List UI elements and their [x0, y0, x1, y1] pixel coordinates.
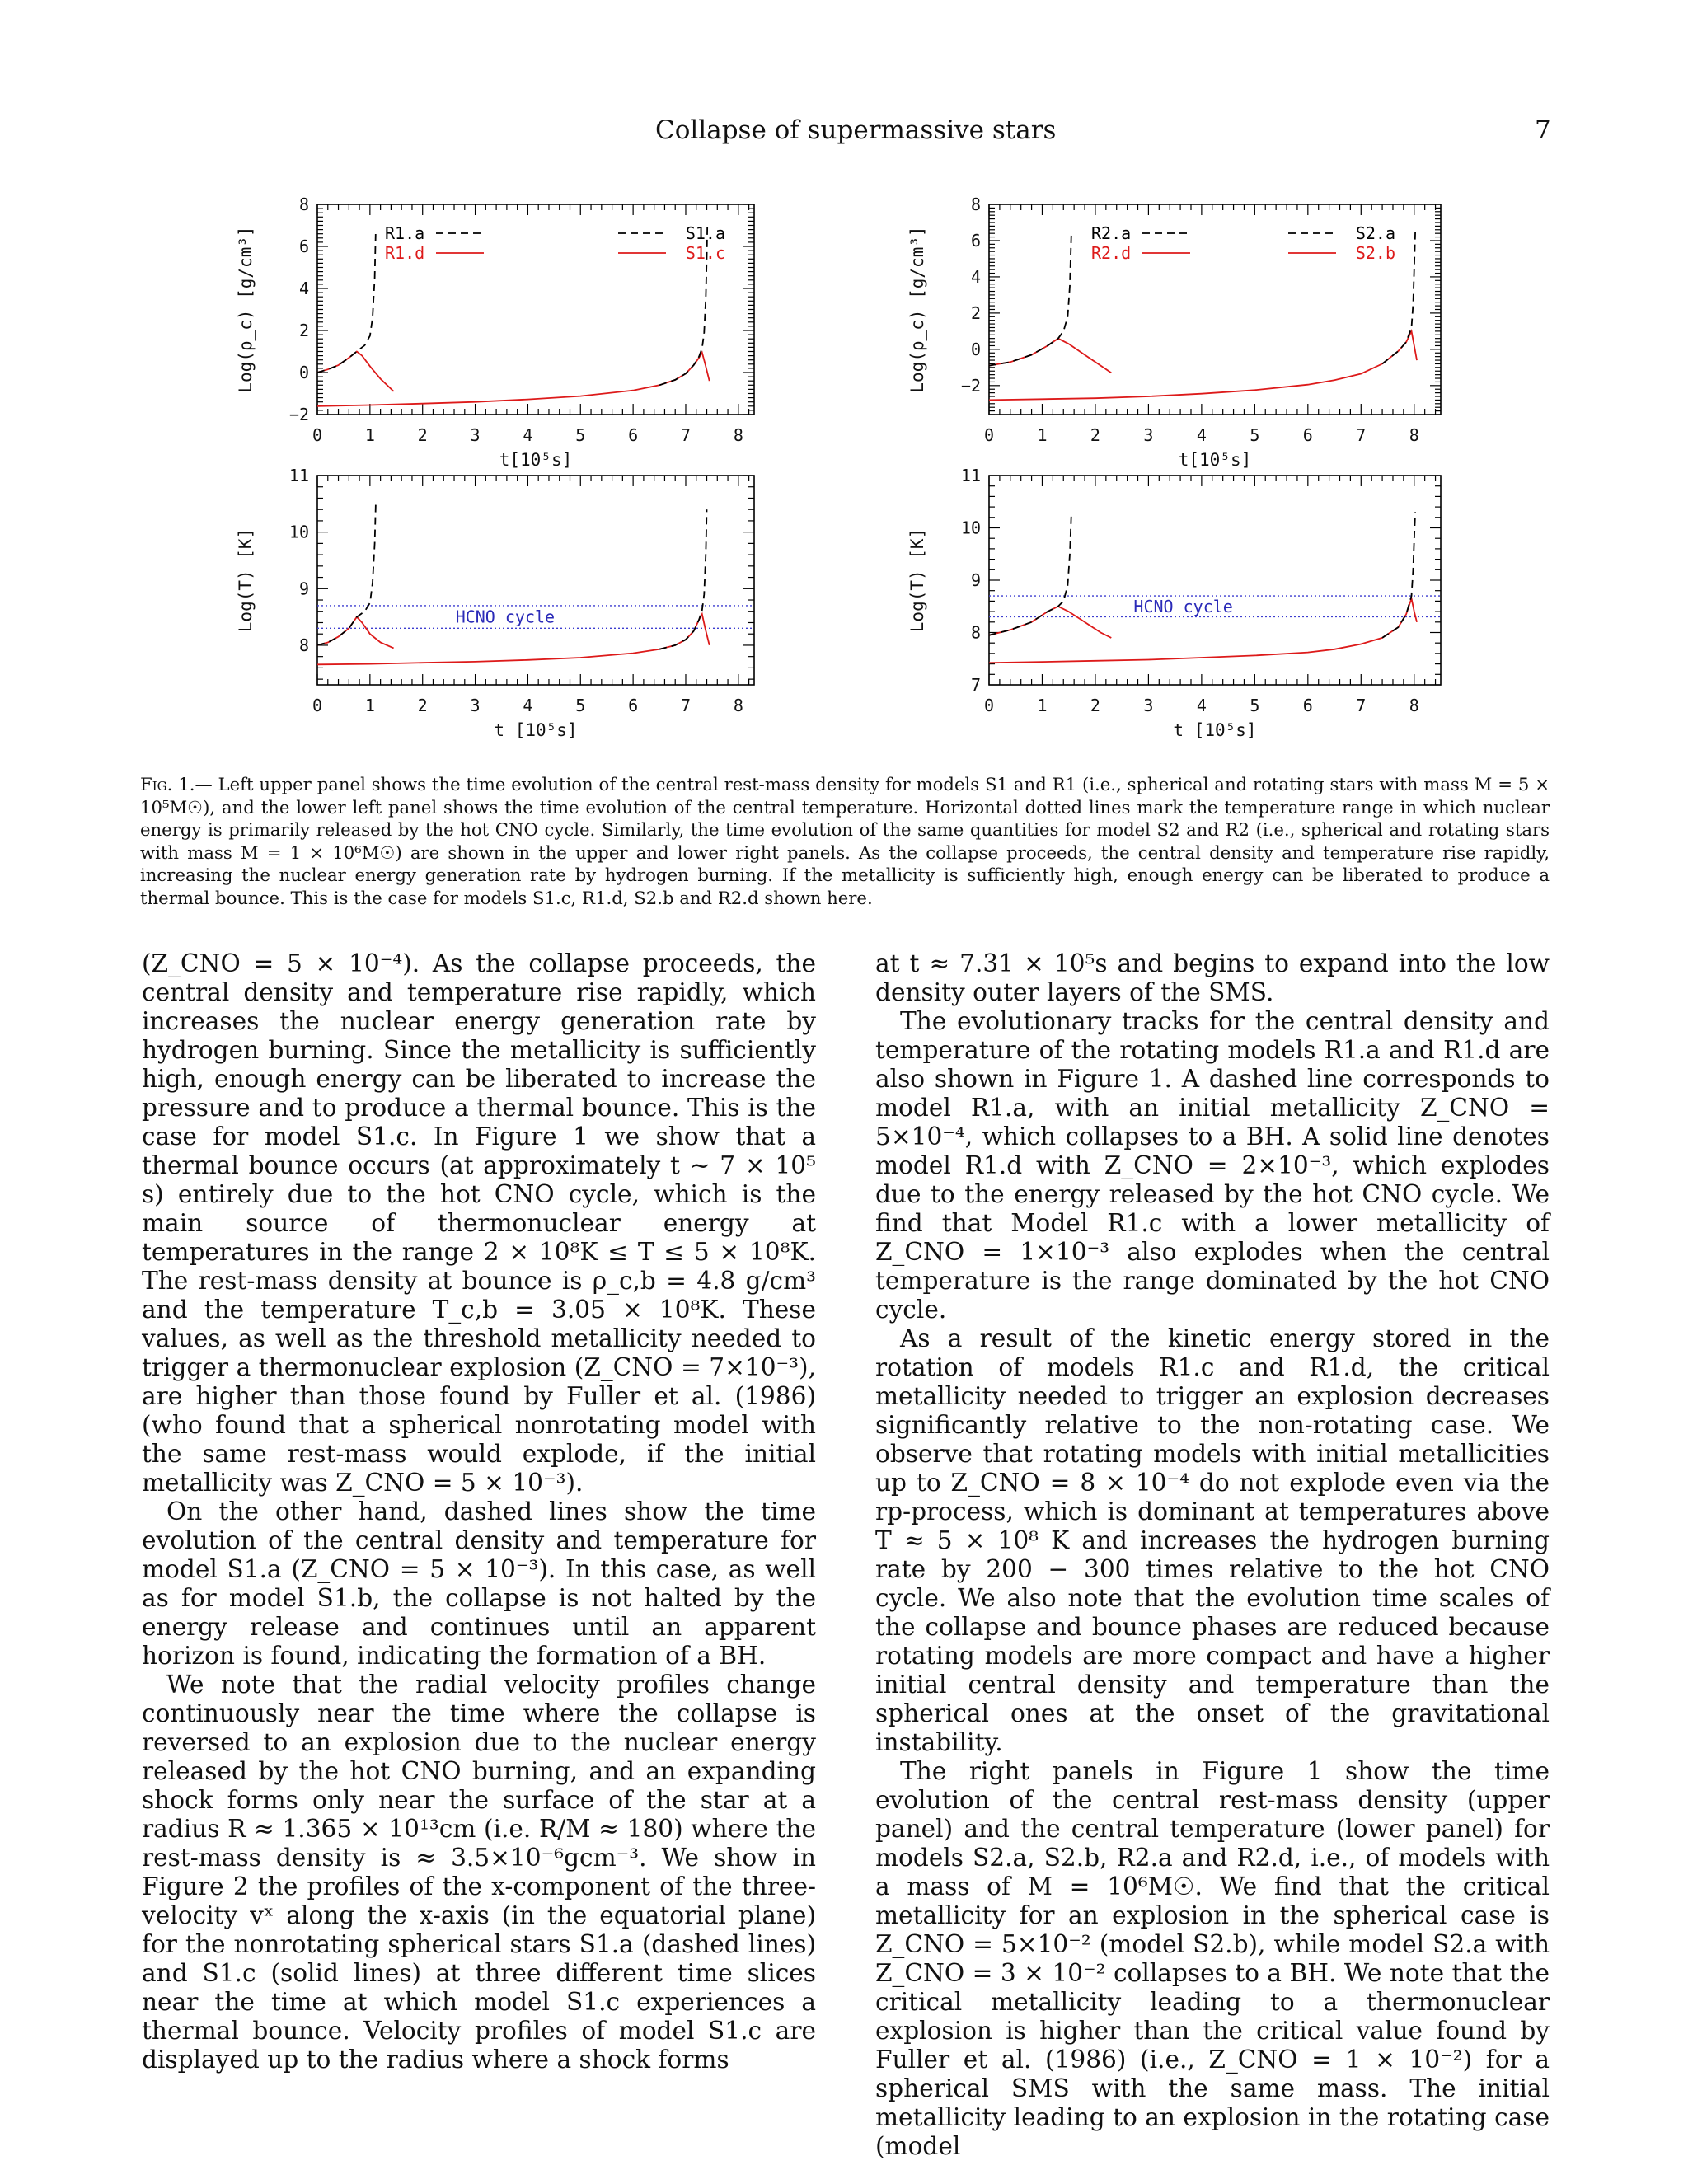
x-axis-label: t[10⁵s]	[499, 450, 573, 470]
y-tick-label: 0	[970, 339, 981, 359]
x-tick-label: 1	[364, 696, 375, 715]
y-axis-label: Log(T) [K]	[907, 527, 927, 633]
x-tick-label: 5	[1250, 425, 1260, 445]
y-axis-label: Log(ρ_c) [g/cm³]	[236, 226, 256, 393]
x-tick-label: 0	[983, 696, 995, 715]
legend-label: R2.a	[1091, 223, 1132, 243]
x-tick-label: 2	[1090, 425, 1100, 445]
y-tick-label: 4	[298, 279, 309, 298]
x-tick-label: 6	[1302, 425, 1313, 445]
plot-frame	[989, 476, 1441, 685]
y-tick-label: −2	[960, 375, 981, 396]
chart-right-lower	[0, 0, 1688, 824]
figure-caption	[140, 773, 1550, 909]
y-tick-label: 9	[298, 579, 309, 599]
x-tick-label: 8	[1409, 425, 1419, 445]
y-axis-label: Log(ρ_c) [g/cm³]	[907, 226, 927, 393]
series-r2-d	[989, 607, 1111, 638]
y-tick-label: 6	[970, 230, 981, 251]
y-tick-label: 8	[298, 194, 309, 214]
x-tick-label: 0	[312, 696, 323, 715]
x-tick-label: 3	[470, 696, 481, 715]
paragraph: As a result of the kinetic energy stored in the rotation of models R1.c and R1.d, the critical metallicity needed to trigger an explosion decreases significantly relative to the non-rotating case. We observe that rotating models with initial metallicities up to Z_CNO = 8 × 10⁻⁴ do not explode even via the rp-process, which is dominant at temperatures above T ≈ 5 × 10⁸ K and increases the hydrogen burning rate by 200 − 300 times relative to the hot CNO cycle. We also note that the evolution time scales of the collapse and bounce phases are reduced because rotating models are more compact and have a higher initial central density and temperature than the spherical ones at the onset of the gravitational instability.	[875, 1324, 1550, 1756]
x-tick-label: 6	[1302, 696, 1313, 715]
x-tick-label: 5	[575, 425, 586, 445]
x-axis-label: t [10⁵s]	[1173, 720, 1257, 740]
x-axis-label: t[10⁵s]	[1178, 450, 1252, 470]
paragraph: (Z_CNO = 5 × 10⁻⁴). As the collapse proceeds, the central density and temperature rise rapidly, which increases the nuclear energy generation rate by hydrogen burning. Since the metallicity is sufficiently high, enough energy can be liberated to increase the pressure and to produce a thermal bounce. This is the case for model S1.c. In Figure 1 we show that a thermal bounce occurs (at approximately t ∼ 7 × 10⁵ s) entirely due to the hot CNO cycle, which is the main source of thermonuclear energy at temperatures in the range 2 × 10⁸K ≤ T ≤ 5 × 10⁸K. The rest-mass density at bounce is ρ_c,b = 4.8 g/cm³ and the temperature T_c,b = 3.05 × 10⁸K. These values, as well as the threshold metallicity needed to trigger a thermonuclear explosion (Z_CNO = 7×10⁻³), are higher than those found by Fuller et al. (1986) (who found that a spherical nonrotating model with the same rest-mass would explode, if the initial metallicity was Z_CNO = 5 × 10⁻³).	[142, 949, 816, 1497]
series-s2-a	[1382, 512, 1415, 638]
legend-label: S1.a	[685, 223, 725, 243]
hcno-annotation: HCNO cycle	[1133, 596, 1233, 616]
y-tick-label: 11	[288, 466, 309, 485]
legend-label: R1.a	[385, 223, 425, 243]
x-tick-label: 4	[523, 425, 533, 445]
y-tick-label: −2	[288, 405, 309, 424]
x-tick-label: 1	[364, 425, 375, 445]
legend-label: S2.b	[1355, 243, 1395, 263]
y-tick-label: 7	[970, 675, 981, 695]
body-column-left	[142, 949, 816, 2074]
y-tick-label: 8	[298, 635, 309, 655]
x-tick-label: 4	[523, 696, 533, 715]
x-tick-label: 7	[680, 425, 692, 445]
y-tick-label: 8	[970, 194, 981, 214]
x-tick-label: 4	[1196, 425, 1207, 445]
legend-label: R2.d	[1091, 243, 1132, 263]
y-tick-label: 0	[298, 363, 309, 382]
caption-label: Fig. 1.	[140, 774, 195, 794]
y-tick-label: 2	[298, 321, 309, 340]
y-tick-label: 10	[960, 518, 981, 538]
paragraph: On the other hand, dashed lines show the time evolution of the central density and temperature for model S1.a (Z_CNO = 5 × 10⁻³). In this case, as well as for model S1.b, the collapse is not halted by the energy release and continues until an apparent horizon is found, indicating the formation of a BH.	[142, 1497, 816, 1670]
y-tick-label: 10	[288, 522, 309, 542]
body-column-right	[875, 949, 1550, 2161]
running-title: Collapse of supermassive stars	[655, 115, 1057, 145]
series-r2-a	[989, 512, 1071, 635]
x-tick-label: 2	[417, 696, 428, 715]
paragraph: The right panels in Figure 1 show the time evolution of the central rest-mass density (upper panel) and the central temperature (lower panel) for models S2.a, S2.b, R2.a and R2.d, i.e., of models with a mass of M = 10⁶M☉. We find that the critical metallicity for an explosion in the spherical case is Z_CNO = 5×10⁻² (model S2.b), while model S2.a with Z_CNO = 3 × 10⁻² collapses to a BH. We note that the critical metallicity leading to a thermonuclear explosion is higher than the critical value found by Fuller et al. (1986) (i.e., Z_CNO = 1 × 10⁻²) for a spherical SMS with the same mass. The initial metallicity leading to an explosion in the rotating case (model	[875, 1757, 1550, 2160]
hcno-annotation: HCNO cycle	[455, 607, 556, 627]
x-tick-label: 8	[733, 425, 743, 445]
paragraph: at t ≈ 7.31 × 10⁵s and begins to expand into the low density outer layers of the SMS.	[875, 949, 1550, 1006]
y-axis-label: Log(T) [K]	[236, 527, 256, 633]
y-tick-label: 2	[970, 302, 981, 323]
y-tick-label: 11	[960, 466, 981, 485]
x-tick-label: 0	[983, 425, 995, 445]
x-tick-label: 4	[1196, 696, 1207, 715]
y-tick-label: 8	[970, 622, 981, 643]
paragraph: We note that the radial velocity profiles change continuously near the time where the collapse is reversed to an explosion due to the nuclear energy released by the hot CNO burning, and an expanding shock forms only near the surface of the star at a radius R ≈ 1.365 × 10¹³cm (i.e. R/M ≈ 180) where the rest-mass density is ≈ 3.5×10⁻⁶gcm⁻³. We show in Figure 2 the profiles of the x-component of the three-velocity vˣ along the x-axis (in the equatorial plane) for the nonrotating spherical stars S1.a (dashed lines) and S1.c (solid lines) at three different time slices near the time at which model S1.c experiences a thermal bounce. Velocity profiles of model S1.c are displayed up to the radius where a shock forms	[142, 1671, 816, 2074]
legend-label: S2.a	[1355, 223, 1395, 243]
y-tick-label: 9	[970, 570, 981, 590]
x-axis-label: t [10⁵s]	[494, 720, 578, 740]
x-tick-label: 5	[575, 696, 586, 715]
x-tick-label: 2	[1090, 696, 1100, 715]
page-number: 7	[1535, 115, 1551, 145]
x-tick-label: 1	[1037, 425, 1048, 445]
x-tick-label: 2	[417, 425, 428, 445]
x-tick-label: 8	[733, 696, 743, 715]
x-tick-label: 7	[680, 696, 692, 715]
x-tick-label: 6	[628, 696, 639, 715]
x-tick-label: 8	[1409, 696, 1419, 715]
paragraph: The evolutionary tracks for the central density and temperature of the rotating models R1.a and R1.d are also shown in Figure 1. A dashed line corresponds to model R1.a, with an initial metallicity Z_CNO = 5×10⁻⁴, which collapses to a BH. A solid line denotes model R1.d with Z_CNO = 2×10⁻³, which explodes due to the energy released by the hot CNO cycle. We find that Model R1.c with a lower metallicity of Z_CNO = 1×10⁻³ also explodes when the central temperature is the range dominated by the hot CNO cycle.	[875, 1007, 1550, 1324]
x-tick-label: 5	[1250, 696, 1260, 715]
x-tick-label: 6	[628, 425, 639, 445]
y-tick-label: 4	[970, 266, 981, 287]
x-tick-label: 3	[470, 425, 481, 445]
x-tick-label: 7	[1356, 696, 1367, 715]
x-tick-label: 0	[312, 425, 323, 445]
x-tick-label: 7	[1356, 425, 1367, 445]
x-tick-label: 3	[1143, 696, 1154, 715]
caption-text: — Left upper panel shows the time evolution of the central rest-mass density for models S1 and R1 (i.e., spherical and rotating stars with mass M = 5 × 10⁵M☉), and the lower left panel shows the time evolution of the central temperature. Horizontal dotted lines mark the temperature range in which nuclear energy is primarily released by the hot CNO cycle. Similarly, the time evolution of the same quantities for model S2 and R2 (i.e., spherical and rotating stars with mass M = 1 × 10⁶M☉) are shown in the upper and lower right panels. As the collapse proceeds, the central density and temperature rise rapidly, increasing the nuclear energy generation rate by hydrogen burning. If the metallicity is sufficiently high, enough energy can be liberated to produce a thermal bounce. This is the case for models S1.c, R1.d, S2.b and R2.d shown here.	[140, 774, 1550, 908]
legend-label: S1.c	[685, 243, 725, 263]
legend-label: R1.d	[385, 243, 425, 263]
y-tick-label: 6	[298, 237, 309, 256]
x-tick-label: 3	[1143, 425, 1154, 445]
x-tick-label: 1	[1037, 696, 1048, 715]
